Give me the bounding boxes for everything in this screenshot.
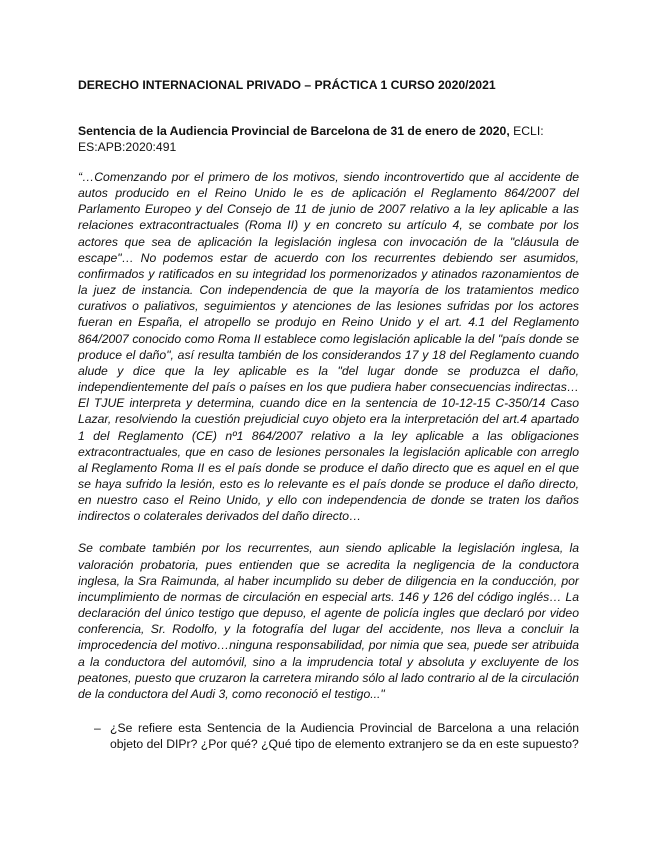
judgment-citation bbox=[78, 123, 579, 155]
document-page bbox=[78, 77, 579, 752]
judgment-quote bbox=[78, 169, 579, 702]
citation-court-date: Sentencia de la Audiencia Provincial de Barcelona de 31 de enero de 2020, bbox=[78, 124, 510, 138]
question-text: ¿Se refiere esta Sentencia de la Audiencia Provincial de Barcelona a una relación objeto del DIPr? ¿Por qué? ¿Qué tipo de elemento extranjero se da en este supuesto? bbox=[110, 721, 579, 752]
quote-paragraph-1: “…Comenzando por el primero de los motivos, siendo incontrovertido que al accidente de autos producido en el Reino Unido le es de aplicación el Reglamento 864/2007 del Parlamento Europeo y del Consejo de 11 de junio de 2007 relativo a la ley aplicable a las relaciones extracontractuales (Roma II) y en concreto su artículo 4, se combate por los actores que sea de aplicación la legislación inglesa con invocación de la "cláusula de escape"… No podemos estar de acuerdo con los recurrentes debiendo ser asumidos, confirmados y ratificados en su integridad los pormenorizados y atinados razonamientos de la juez de instancia. Con independencia de que la mayoría de los tratamientos medico curativos o paliativos, seguimientos y atenciones de las lesiones sufridas por los actores fueran en España, el atropello se produjo en Reino Unido y el art. 4.1 del Reglamento 864/2007 conocido como Roma II establece como legislación aplicable la del "país donde se produce el daño", así resulta también de los considerandos 17 y 18 del Reglamento cuando alude y dice que la ley aplicable es la "del lugar donde se produzca el daño, independientemente del país o países en los que pudiera haber consecuencias indirectas…El TJUE interpreta y determina, cuando dice en la sentencia de 10-12-15 C-350/14 Caso Lazar, resolviendo la cuestión prejudicial cuyo objeto era la interpretación del art.4 apartado 1 del Reglamento (CE) nº1 864/2007 relativo a la ley aplicable a las obligaciones extracontractuales, que en caso de lesiones personales la legislación aplicable con arreglo al Reglamento Roma II es el país donde se produce el daño directo que es aquel en el que se haya sufrido la lesión, esto es lo relevante es el país donde se produce el daño directo, en nuestro caso el Reino Unido, y ello con independencia de donde se traten los daños indirectos o colaterales derivados del daño directo… bbox=[78, 170, 579, 524]
citation-ecli: ECLI: ES:APB:2020:491 bbox=[78, 124, 544, 154]
quote-paragraph-2: Se combate también por los recurrentes, aun siendo aplicable la legislación inglesa, la valoración probatoria, pues entienden que se acredita la negligencia de la conductora inglesa, la Sra Raimunda, al haber incumplido su deber de diligencia en la conducción, por incumplimiento de normas de circulación en especial arts. 146 y 126 del código inglés… La declaración del único testigo que depuso, el agente de policía ingles que declaró por video conferencia, Sr. Rodolfo, y la fotografía del lugar del accidente, nos lleva a concluir la improcedencia del motivo…ninguna responsabilidad, por nimia que sea, puede ser atribuida a la conductora del automóvil, sino a la imprudencia total y absoluta y excluyente de los peatones, puesto que cruzaron la carretera mirando sólo al lado contrario al de la circulación de la conductora del Audi 3, como reconoció el testigo..." bbox=[78, 541, 579, 701]
dash-bullet: – bbox=[94, 721, 101, 735]
question-item bbox=[78, 720, 579, 752]
document-title: DERECHO INTERNACIONAL PRIVADO – PRÁCTICA 1 CURSO 2020/2021 bbox=[78, 78, 496, 92]
